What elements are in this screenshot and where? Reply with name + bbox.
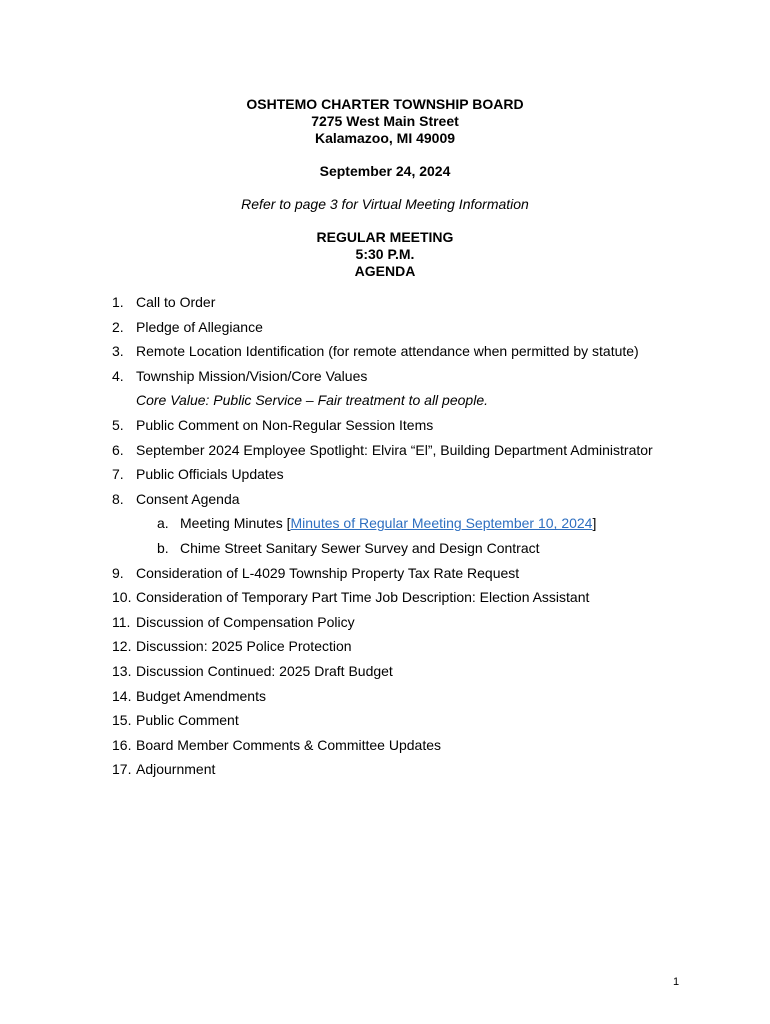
agenda-item: 6. September 2024 Employee Spotlight: Elvira “El”, Building Department Administrator [112, 441, 653, 458]
minutes-link[interactable]: Minutes of Regular Meeting September 10, 2024 [290, 515, 593, 532]
agenda-item: 9. Consideration of L-4029 Township Property Tax Rate Request [112, 564, 520, 581]
document-header [0, 96, 770, 280]
agenda-list [112, 292, 752, 784]
agenda-item: 13. Discussion Continued: 2025 Draft Budget [112, 662, 393, 679]
agenda-item: 4. Township Mission/Vision/Core Values [112, 367, 368, 384]
agenda-item: 1. Call to Order [112, 294, 216, 310]
meeting-type: REGULAR MEETING [316, 229, 454, 245]
core-value-note: Core Value: Public Service – Fair treatment to all people. [136, 392, 488, 409]
meeting-time: 5:30 P.M. [355, 246, 415, 262]
agenda-item: 10. Consideration of Temporary Part Time Job Description: Election Assistant [112, 589, 590, 606]
agenda-item: 16. Board Member Comments & Committee Updates [112, 736, 441, 753]
page-number: 1 [673, 976, 680, 988]
agenda-subitem: b. Chime Street Sanitary Sewer Survey and Design Contract [157, 539, 540, 556]
agenda-item: 15. Public Comment [112, 712, 239, 729]
agenda-item: 3. Remote Location Identification (for remote attendance when permitted by statute) [112, 343, 639, 360]
agenda-item: 11. Discussion of Compensation Policy [112, 613, 355, 630]
meeting-date: September 24, 2024 [319, 163, 451, 179]
virtual-meeting-note: Refer to page 3 for Virtual Meeting Information [241, 196, 529, 212]
agenda-item: 17. Adjournment [112, 761, 216, 778]
agenda-item: 8. Consent Agenda [112, 490, 240, 507]
agenda-subitem: a. Meeting Minutes [Minutes of Regular Meeting September 10, 2024] [157, 515, 597, 532]
organization-name: OSHTEMO CHARTER TOWNSHIP BOARD [246, 96, 524, 112]
city-address: Kalamazoo, MI 49009 [314, 130, 456, 146]
street-address: 7275 West Main Street [311, 113, 459, 129]
agenda-item: 2. Pledge of Allegiance [112, 318, 263, 335]
agenda-item: 5. Public Comment on Non-Regular Session Items [112, 416, 434, 433]
agenda-heading: AGENDA [354, 263, 416, 279]
agenda-item: 7. Public Officials Updates [112, 466, 284, 483]
agenda-item: 12. Discussion: 2025 Police Protection [112, 638, 352, 655]
agenda-item: 14. Budget Amendments [112, 687, 266, 704]
